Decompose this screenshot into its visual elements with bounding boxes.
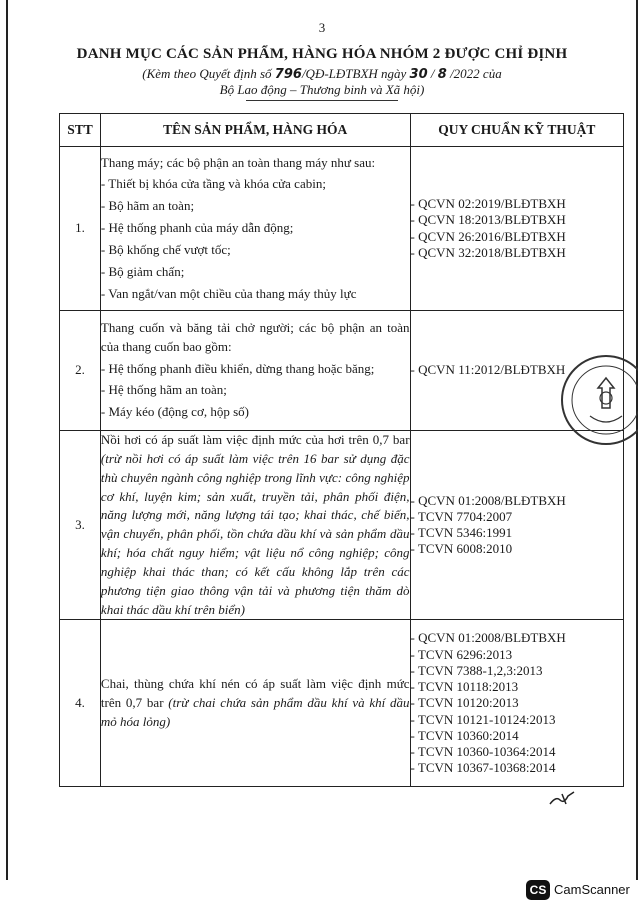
camscanner-logo: CS xyxy=(526,880,550,900)
standard-item: - TCVN 10121-10124:2013 xyxy=(410,711,556,727)
row-number: 3. xyxy=(60,431,101,620)
decision-mid: /QĐ-LĐTBXH ngày xyxy=(301,66,410,81)
standard-item: - QCVN 11:2012/BLĐTBXH xyxy=(410,362,566,378)
header-stt: STT xyxy=(60,114,101,147)
decision-prefix: (Kèm theo Quyết định số xyxy=(142,66,275,81)
standards-cell xyxy=(410,431,623,620)
ministry-line: Bộ Lao động – Thương binh và Xã hội) xyxy=(219,82,425,97)
product-cell xyxy=(100,147,410,311)
product-cell xyxy=(100,431,410,620)
standard-item: - TCVN 6008:2010 xyxy=(410,541,513,557)
product-exclusion-note: (trừ nồi hơi có áp suất làm việc trên 16 bar sử dụng đặc thù chuyên ngành công nghiệp trong lĩnh vực: công nghiệp cơ khí, luyện kim; sản xuất, truyền tải, phân phối điện, năng lượng mới, năng lượng tái tạo; khai thác, chế biến, vận chuyển, phân phối, tồn chứa dầu khí và sản phẩm dầu khí; hóa chất nguy hiểm; vật liệu nổ công nghiệp; công nghiệp khai thác than; có kết cấu không lắp trên các phương tiện giao thông vận tải và phương tiện thăm dò khai thác dầu khí trên biển) xyxy=(100,450,410,617)
date-separator: / xyxy=(427,66,438,81)
subtitle-underline xyxy=(246,100,398,101)
decision-day: 30 xyxy=(409,67,428,82)
product-cell xyxy=(100,620,410,787)
standard-item: - QCVN 18:2013/BLĐTBXH xyxy=(410,212,566,228)
standard-item: - QCVN 02:2019/BLĐTBXH xyxy=(410,196,566,211)
decision-reference xyxy=(0,66,644,82)
standard-item: - QCVN 26:2016/BLĐTBXH xyxy=(410,228,566,244)
product-line: - Hệ thống phanh điều khiển, dừng thang hoặc băng; xyxy=(100,360,375,376)
standard-item: - TCVN 10118:2013 xyxy=(410,679,519,695)
decision-number: 796 xyxy=(274,67,302,82)
standard-item: - TCVN 10360-10364:2014 xyxy=(410,744,556,760)
signature-mark xyxy=(548,790,578,808)
ministry-seal-stamp xyxy=(546,348,638,446)
header-standard: QUY CHUẨN KỸ THUẬT xyxy=(410,114,623,147)
product-line: Thang máy; các bộ phận an toàn thang máy như sau: xyxy=(100,154,376,170)
standard-item: - QCVN 32:2018/BLĐTBXH xyxy=(410,244,566,260)
product-table xyxy=(59,113,624,787)
product-line: - Hệ thống hãm an toàn; xyxy=(100,382,227,398)
decision-suffix: /2022 của xyxy=(446,66,502,81)
standard-item: - TCVN 10360:2014 xyxy=(410,727,519,743)
product-cell xyxy=(100,311,410,431)
product-line: Thang cuốn và băng tải chở người; các bộ phận an toàn của thang cuốn bao gồm: xyxy=(100,319,410,354)
row-number: 4. xyxy=(60,620,101,787)
table-row xyxy=(60,147,624,311)
standard-item: - TCVN 5346:1991 xyxy=(410,525,513,541)
standard-item: - TCVN 10120:2013 xyxy=(410,695,519,711)
table-header-row xyxy=(60,114,624,147)
product-exclusion-note: (trừ chai chứa sản phẩm dầu khí và khí dầu mỏ hóa lỏng) xyxy=(100,695,410,729)
table-row xyxy=(60,620,624,787)
decision-month: 8 xyxy=(437,67,447,82)
page-border-left xyxy=(6,0,8,880)
product-line: - Van ngắt/van một chiều của thang máy thủy lực xyxy=(100,285,357,301)
product-line: - Hệ thống phanh của máy dẫn động; xyxy=(100,220,294,236)
product-description: Nồi hơi có áp suất làm việc định mức của hơi trên 0,7 bar xyxy=(100,432,410,447)
product-line: - Bộ hãm an toàn; xyxy=(100,198,195,214)
camscanner-label: CamScanner xyxy=(554,882,630,897)
table-row xyxy=(60,431,624,620)
standard-item: - TCVN 10367-10368:2014 xyxy=(410,760,556,776)
product-description: Chai, thùng chứa khí nén có áp suất làm việc định mức trên 0,7 bar xyxy=(100,676,410,711)
standard-item: - QCVN 01:2008/BLĐTBXH xyxy=(410,630,566,646)
product-line: - Máy kéo (động cơ, hộp số) xyxy=(100,404,249,420)
standards-cell xyxy=(410,147,623,311)
row-number: 2. xyxy=(60,311,101,431)
document-title: DANH MỤC CÁC SẢN PHẨM, HÀNG HÓA NHÓM 2 ĐƯỢC CHỈ ĐỊNH xyxy=(76,46,568,62)
standard-item: - TCVN 7704:2007 xyxy=(410,508,513,524)
header-product: TÊN SẢN PHẨM, HÀNG HÓA xyxy=(100,114,410,147)
standard-item: - TCVN 6296:2013 xyxy=(410,646,513,662)
page-number: 3 xyxy=(318,20,326,35)
row-number: 1. xyxy=(60,147,101,311)
table-row xyxy=(60,311,624,431)
product-line: - Thiết bị khóa cửa tầng và khóa cửa cabin; xyxy=(100,176,326,192)
standard-item: - QCVN 01:2008/BLĐTBXH xyxy=(410,492,566,508)
standard-item: - TCVN 7388-1,2,3:2013 xyxy=(410,662,543,678)
standards-cell xyxy=(410,620,623,787)
product-line: - Bộ khống chế vượt tốc; xyxy=(100,241,231,257)
product-line: - Bộ giảm chấn; xyxy=(100,263,185,279)
